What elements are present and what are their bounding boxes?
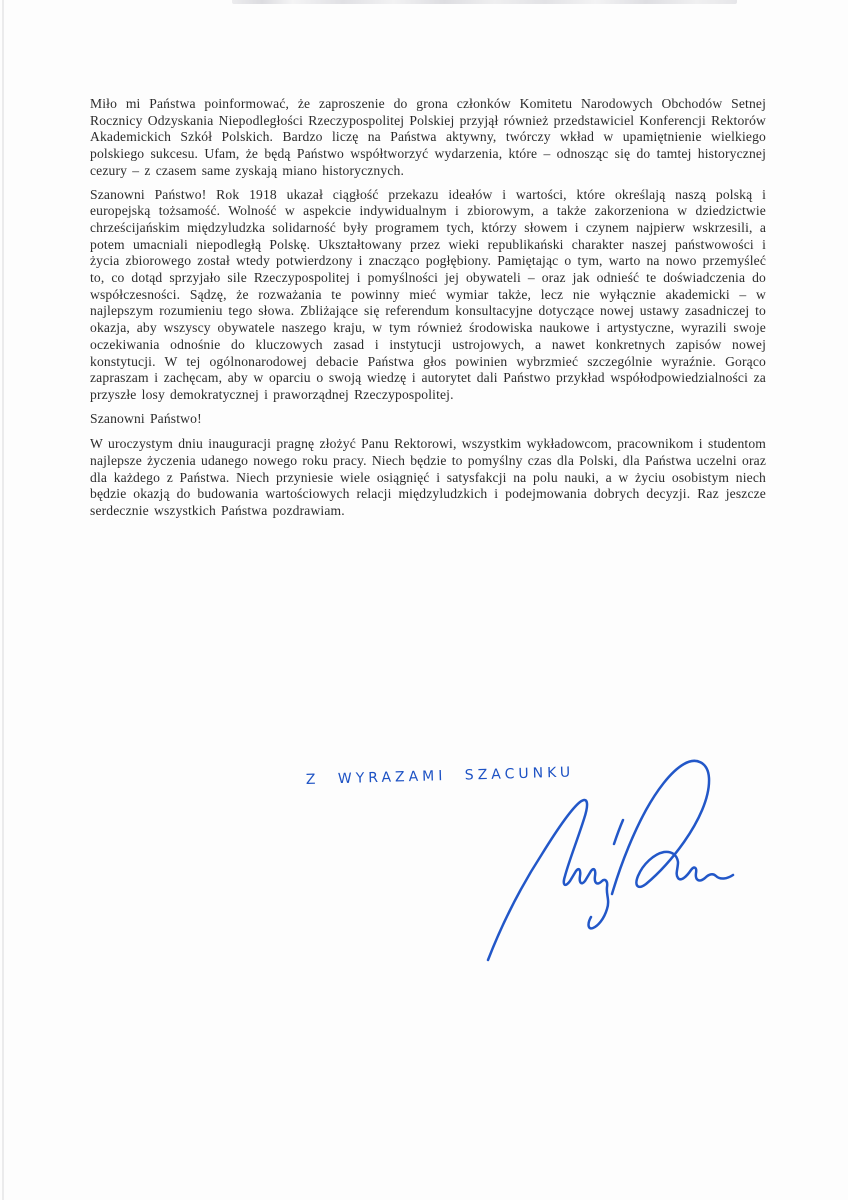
handwritten-phrase: Z wyrazami szacunku [305,764,575,788]
scan-artifact-top [232,0,737,4]
salutation-line: Szanowni Państwo! [90,410,202,426]
scan-artifact-left-edge [2,0,4,1200]
handwritten-signature-icon [488,761,733,960]
signature-stroke-apostrophe [614,820,623,844]
paragraph-invitation: Miło mi Państwa poinformować, że zaproszenie do grona członków Komitetu Narodowych Obchodów Setnej Rocznicy Odzyskania Niepodległości Rzeczypospolitej Polskiej przyjął również przedstawiciel Konferencji Rektorów Akademickich Szkół Polskich. Bardzo liczę na Państwa aktywny, twórczy wkład w upamiętnienie wielkiego polskiego sukcesu. Ufam, że będą Państwo współtworzyć wydarzenia, które – odnosząc się do tamtej historycznej cezury – z czasem same zyskają miano historycznych. [90,96,766,178]
paragraph-1918-reflection: Szanowni Państwo! Rok 1918 ukazał ciągłość przekazu ideałów i wartości, które określają naszą polską i europejską tożsamość. Wolność w aspekcie indywidualnym i zbiorowym, a także zakorzeniona w dziedzictwie chrześcijańskim międzyludzka solidarność były programem tych, którzy słowem i czynem najpierw wskrzesili, a potem umacniali niepodległą Polskę. Ukształtowany przez wieki republikański charakter naszej państwowości i życia zbiorowego został wtedy potwierdzony i znacząco pogłębiony. Pamiętając o tym, warto na nowo przemyśleć to, co dotąd sprzyjało sile Rzeczypospolitej i pomyślności jej obywateli – oraz jak odnieść te doświadczenia do współczesności. Sądzę, że rozważania te powinny mieć wymiar także, lecz nie wyłącznie akademicki – w najlepszym rozumieniu tego słowa. Zbliżające się referendum konsultacyjne dotyczące nowej ustawy zasadniczej to okazja, aby wszyscy obywatele naszego kraju, w tym również środowiska naukowe i artystyczne, wyrazili swoje oczekiwania odnośnie do kluczowych zasad i instytucji ustrojowych, a nawet konkretnych zapisów nowej konstytucji. W tej ogólnonarodowej debacie Państwa głos powinien wybrzmieć szczególnie wyraźnie. Gorąco zapraszam i zachęcam, aby w oparciu o swoją wiedzę i autorytet dali Państwo przykład współodpowiedzialności za przyszłe losy demokratycznej i praworządnej Rzeczypospolitej. [90,186,766,402]
paragraph-wishes: W uroczystym dniu inauguracji pragnę złożyć Panu Rektorowi, wszystkim wykładowcom, pracownikom i studentom najlepsze życzenia udanego nowego roku pracy. Niech będzie to pomyślny czas dla Polski, dla Państwa uczelni oraz dla każdego z Państwa. Niech przyniesie wiele osiągnięć i satysfakcji na polu nauki, a w życiu osobistym niech będzie okazją do budowania wartościowych relacji międzyludzkich i podejmowania dobrych decyzji. Raz jeszcze serdecznie wszystkich Państwa pozdrawiam. [90,436,766,519]
letter-body [90,96,766,527]
signature-stroke-loop [612,761,733,894]
handwritten-closing-block [280,742,760,1002]
signature-stroke-main [488,800,608,960]
